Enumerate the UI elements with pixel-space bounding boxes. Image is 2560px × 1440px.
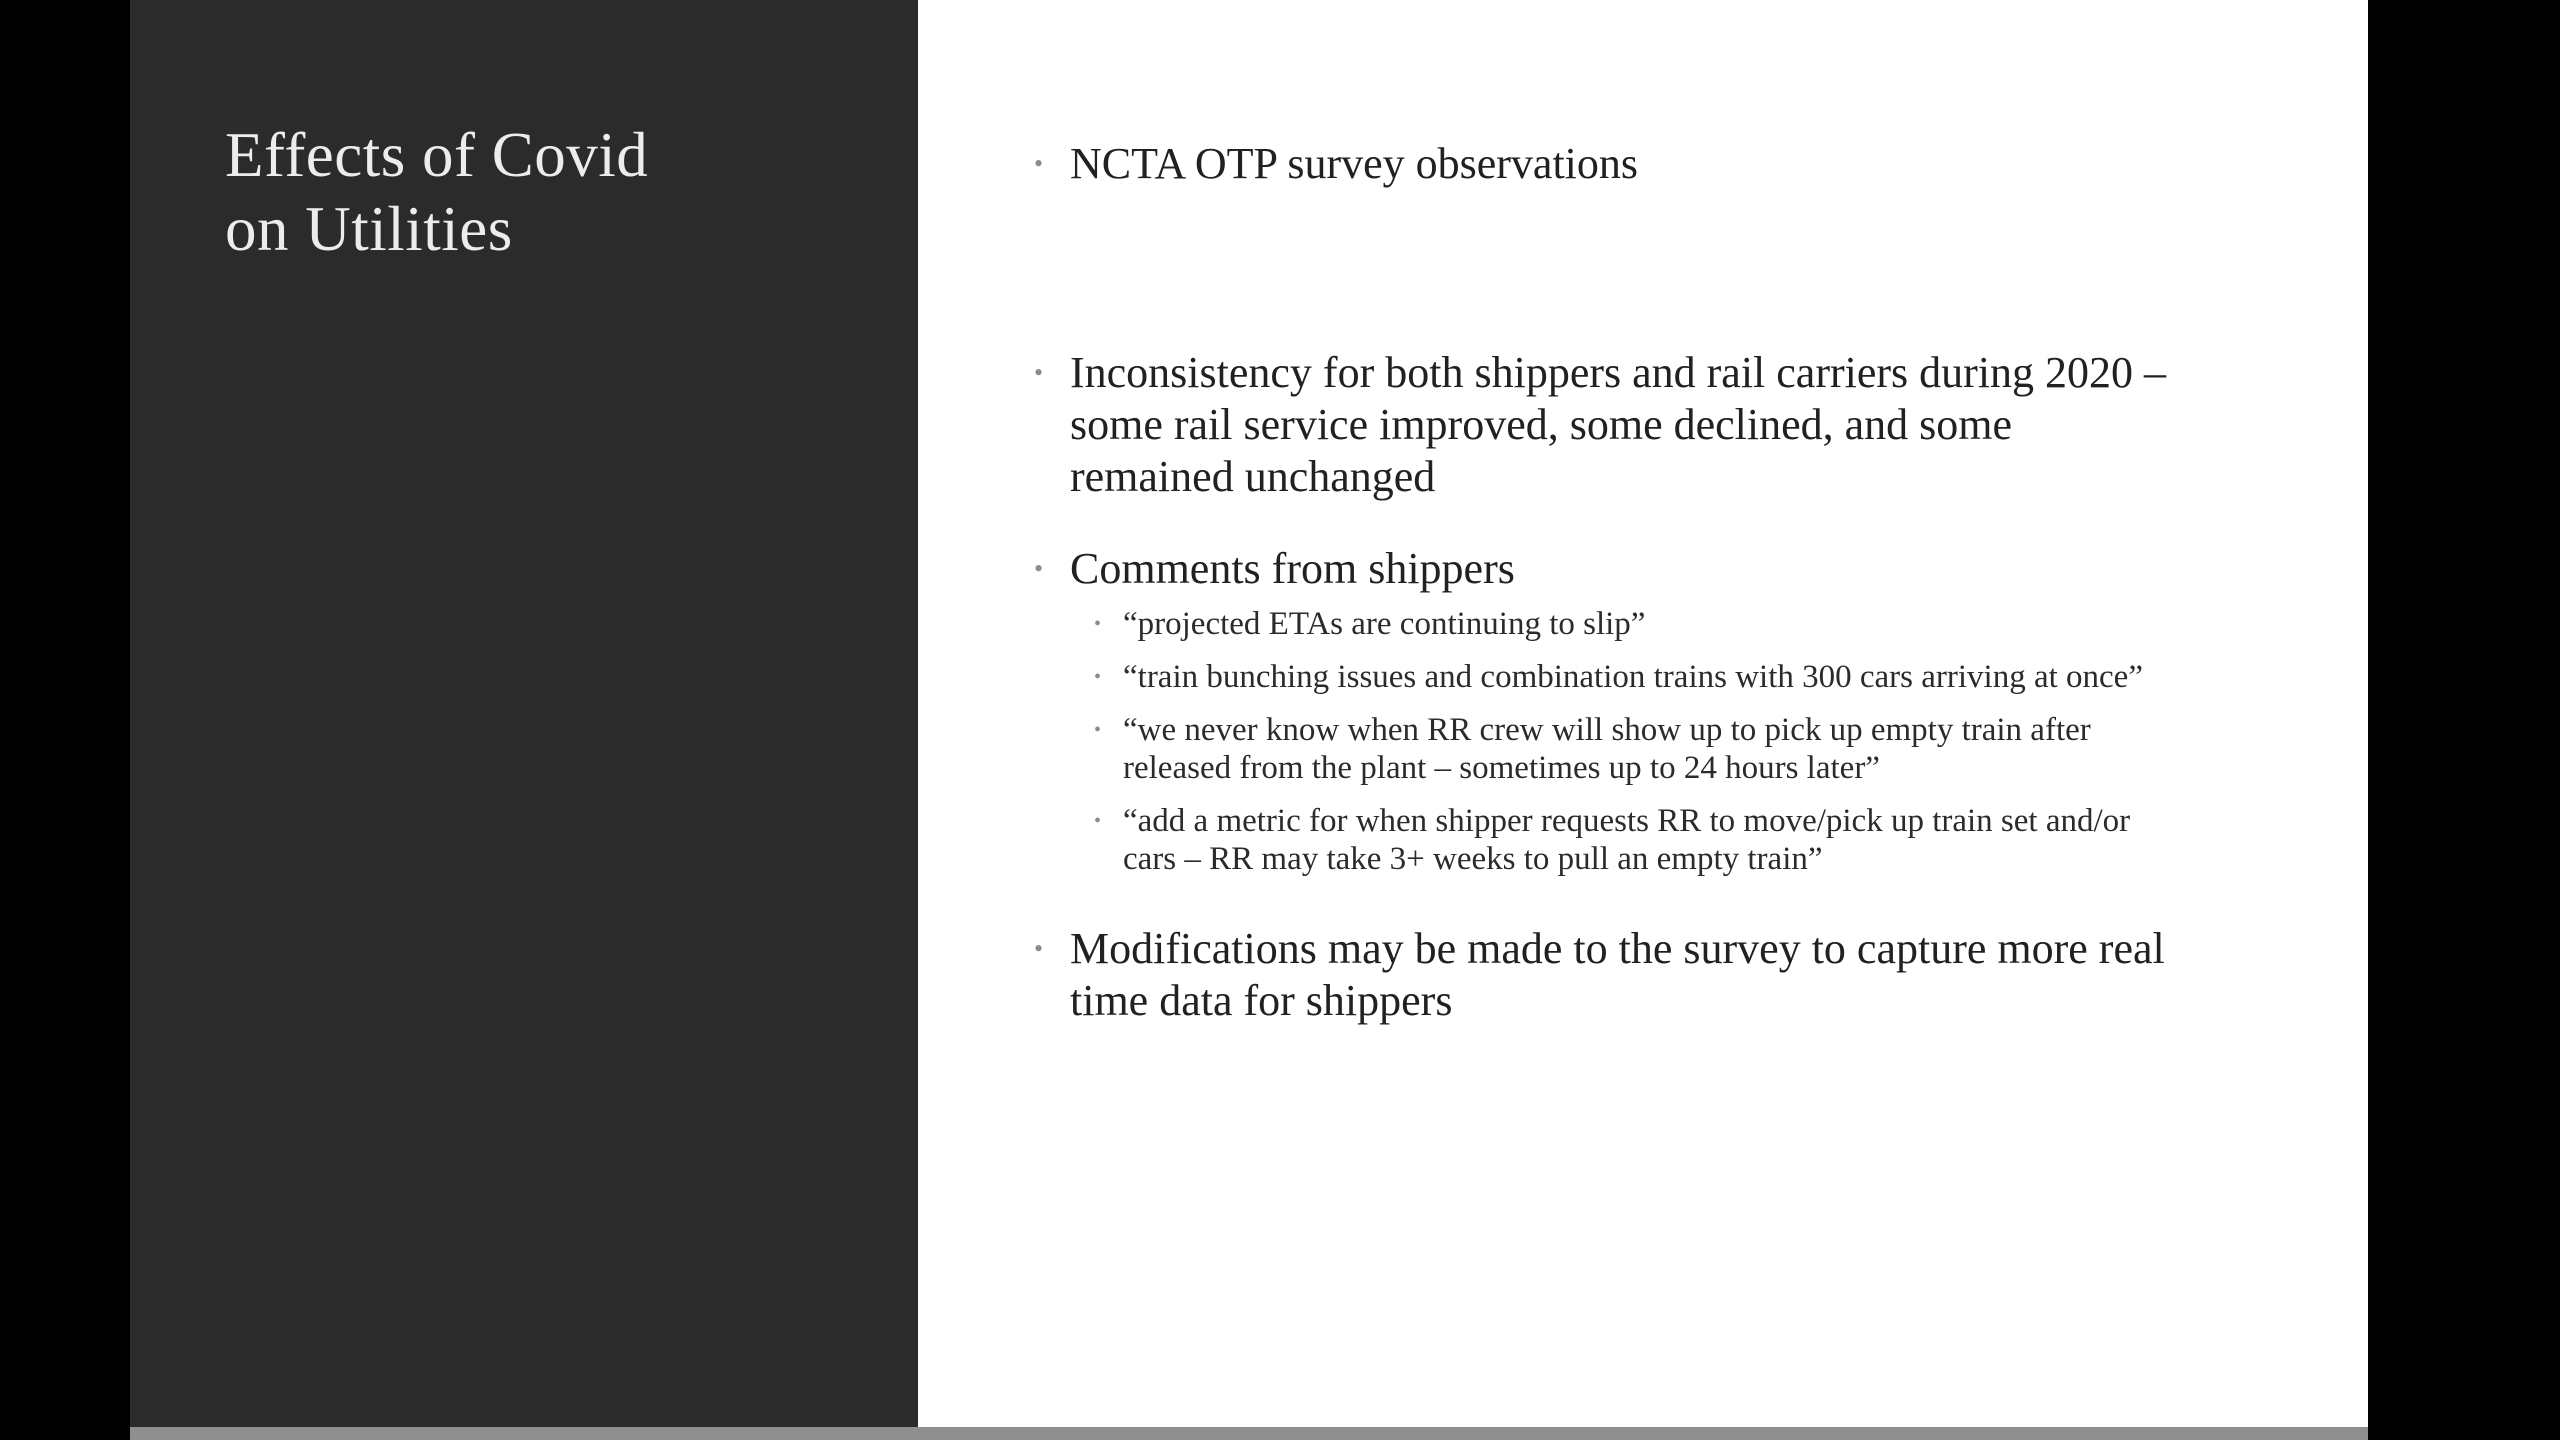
sub-bullet-item	[1094, 605, 2334, 643]
bullet-icon: •	[1094, 613, 1102, 635]
bullet-list	[1034, 138, 2334, 1027]
bullet-text: NCTA OTP survey observations	[1070, 139, 1639, 188]
bullet-icon: •	[1034, 554, 1044, 583]
bullet-item	[1034, 543, 2334, 595]
sub-bullet-item	[1094, 802, 2334, 878]
sub-bullet-text: “we never know when RR crew will show up to pick up empty train after released from the plant – sometimes up to 24 hours later”	[1123, 712, 2091, 786]
sub-bullet-item	[1094, 658, 2334, 696]
bullet-item	[1034, 923, 2334, 1027]
bullet-text: Inconsistency for both shippers and rail carriers during 2020 – some rail service improved, some declined, and some remained unchanged	[1070, 348, 2167, 501]
slide-title-line-2: on Utilities	[225, 194, 513, 264]
bullet-icon: •	[1094, 719, 1102, 741]
sub-bullet-text: “projected ETAs are continuing to slip”	[1123, 606, 1646, 642]
sub-bullet-text: “add a metric for when shipper requests RR to move/pick up train set and/or cars – RR may take 3+ weeks to pull an empty train”	[1123, 803, 2131, 877]
bullet-icon: •	[1034, 149, 1044, 178]
bullet-text: Comments from shippers	[1070, 544, 1515, 593]
bullet-text: Modifications may be made to the survey to capture more real time data for shippers	[1070, 924, 2165, 1025]
slide-body	[918, 0, 2368, 1427]
bullet-icon: •	[1094, 810, 1102, 832]
sub-bullet-text: “train bunching issues and combination trains with 300 cars arriving at once”	[1123, 659, 2143, 695]
bottom-strip	[130, 1427, 2368, 1440]
bullet-icon: •	[1094, 666, 1102, 688]
slide-title-line-1: Effects of Covid	[225, 120, 649, 190]
slide-title	[225, 118, 865, 266]
bullet-icon: •	[1034, 934, 1044, 963]
title-panel	[130, 0, 918, 1427]
bullet-icon: •	[1034, 358, 1044, 387]
bullet-item	[1034, 138, 2334, 190]
bullet-item	[1034, 347, 2334, 503]
sub-bullet-item	[1094, 711, 2334, 787]
